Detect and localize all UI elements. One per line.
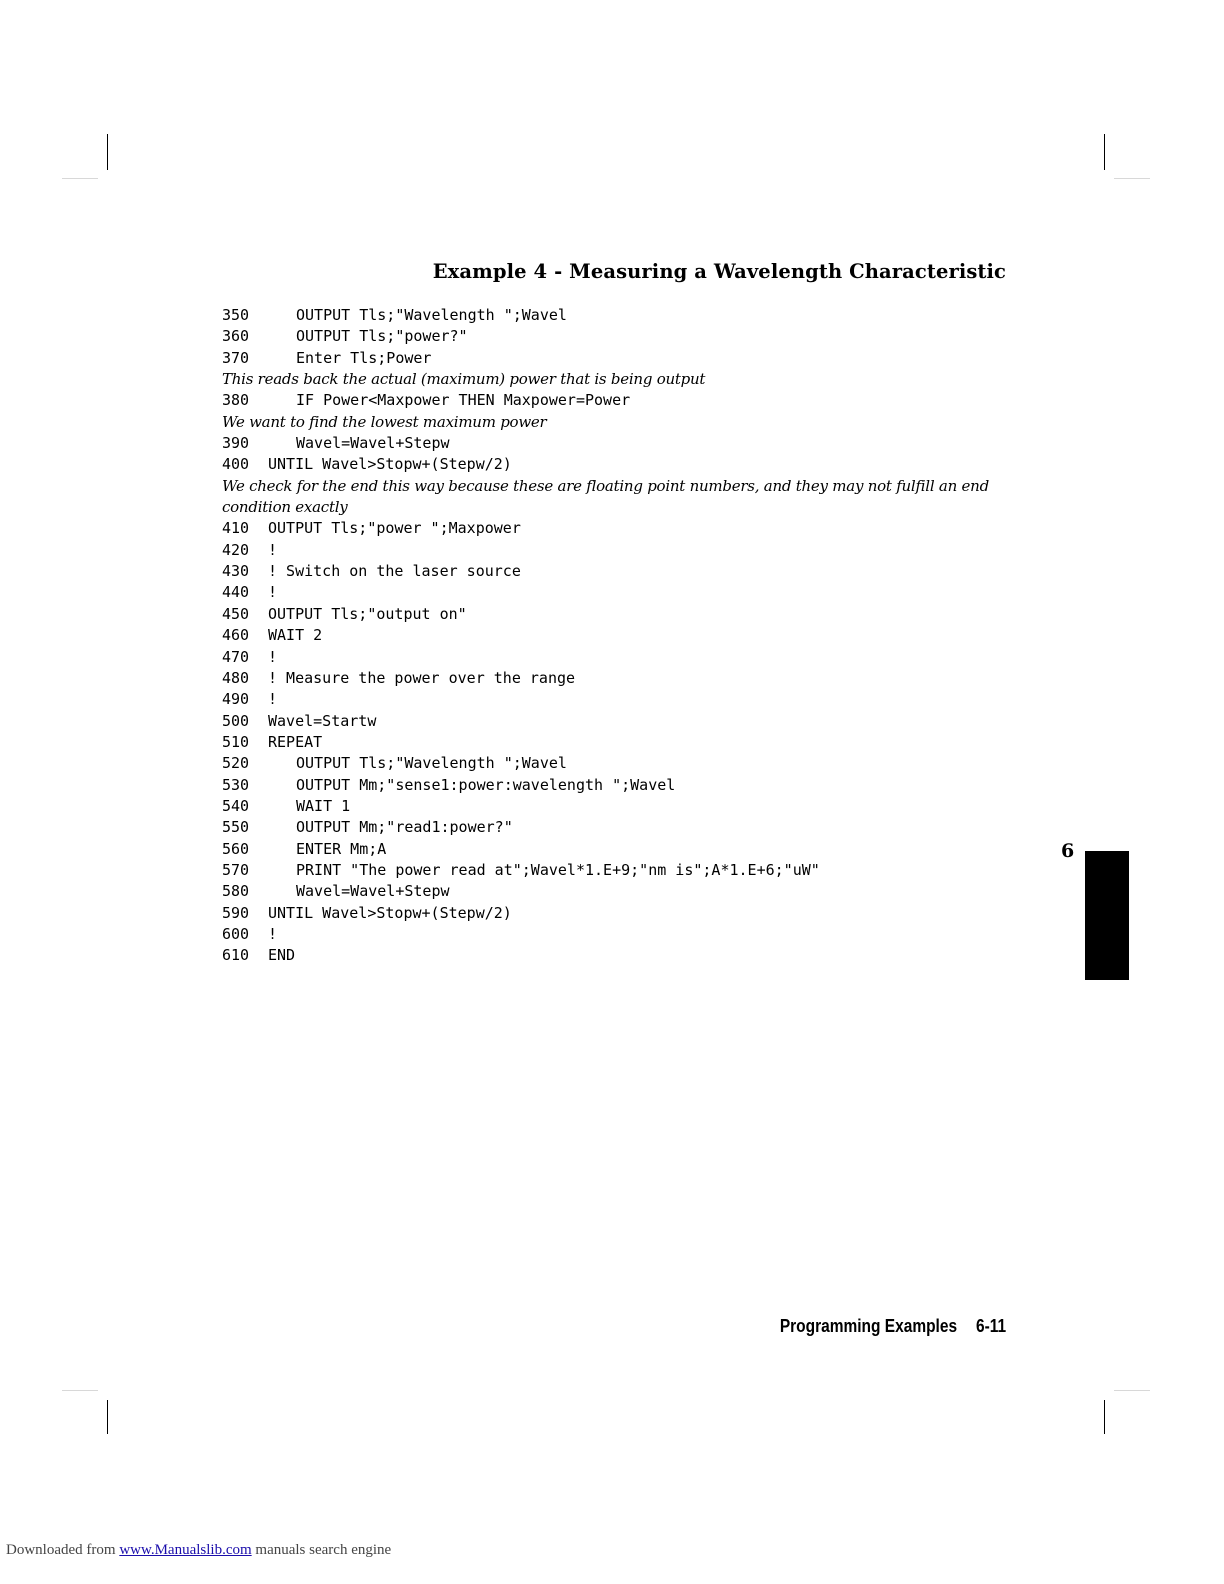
code-line — [222, 582, 1002, 603]
line-number: 420 — [222, 540, 250, 559]
code-text: OUTPUT Tls;"Wavelength ";Wavel — [296, 754, 567, 773]
footer-section-title: Programming Examples — [779, 1316, 957, 1336]
code-text: ! Measure the power over the range — [268, 668, 576, 687]
code-line — [222, 817, 1002, 838]
code-text: Wavel=Wavel+Stepw — [296, 434, 450, 453]
download-prefix: Downloaded from — [6, 1542, 116, 1558]
code-text: ! — [268, 924, 278, 943]
code-text: Enter Tls;Power — [296, 348, 432, 367]
code-line — [222, 796, 1002, 817]
crop-mark-top-left-h — [62, 178, 98, 179]
code-line — [222, 711, 1002, 732]
line-number: 470 — [222, 647, 250, 666]
line-number: 450 — [222, 604, 250, 623]
crop-mark-bottom-right-h — [1114, 1390, 1150, 1391]
line-number: 580 — [222, 882, 250, 901]
code-text: OUTPUT Tls;"output on" — [268, 604, 467, 623]
crop-mark-bottom-right — [1104, 1400, 1105, 1434]
line-number: 410 — [222, 519, 250, 538]
line-number: 510 — [222, 732, 250, 751]
code-text: OUTPUT Mm;"sense1:power:wavelength ";Wavel — [296, 775, 676, 794]
line-number: 350 — [222, 306, 250, 324]
code-line — [222, 518, 1002, 539]
code-line — [222, 860, 1002, 881]
code-line — [222, 604, 1002, 625]
line-number: 520 — [222, 754, 250, 773]
code-line — [222, 348, 1002, 369]
listing-comment: We check for the end this way because these are floating point numbers, and they may not fulfill an end condition exactly — [222, 476, 989, 517]
download-suffix: manuals search engine — [255, 1542, 392, 1558]
code-line — [222, 433, 1002, 454]
line-number: 380 — [222, 391, 250, 410]
code-text: ! — [268, 583, 278, 602]
code-line — [222, 732, 1002, 753]
code-text: OUTPUT Tls;"Wavelength ";Wavel — [296, 306, 567, 324]
code-line — [222, 390, 1002, 411]
code-text: UNTIL Wavel>Stopw+(Stepw/2) — [268, 455, 512, 474]
chapter-number: 6 — [1061, 840, 1075, 862]
line-number: 500 — [222, 711, 250, 730]
line-number: 370 — [222, 348, 250, 367]
line-number: 440 — [222, 583, 250, 602]
code-text: WAIT 1 — [296, 796, 351, 815]
code-text: ! — [268, 540, 278, 559]
manualslib-link[interactable]: www.Manualslib.com — [119, 1542, 252, 1558]
line-number: 600 — [222, 924, 250, 943]
line-number: 610 — [222, 946, 250, 965]
code-text: ! — [268, 647, 278, 666]
code-text: Wavel=Wavel+Stepw — [296, 882, 450, 901]
code-line — [222, 668, 1002, 689]
code-text: PRINT "The power read at";Wavel*1.E+9;"nm is";A*1.E+6;"uW" — [296, 860, 820, 879]
code-text: IF Power<Maxpower THEN Maxpower=Power — [296, 391, 631, 410]
code-line — [222, 924, 1002, 945]
program-listing — [222, 305, 1002, 967]
code-line — [222, 625, 1002, 646]
code-line — [222, 945, 1002, 966]
code-line — [222, 689, 1002, 710]
line-number: 590 — [222, 903, 250, 922]
code-text: UNTIL Wavel>Stopw+(Stepw/2) — [268, 903, 512, 922]
code-text: OUTPUT Tls;"power?" — [296, 327, 468, 346]
code-text: REPEAT — [268, 732, 323, 751]
crop-mark-top-left — [107, 134, 108, 170]
code-line — [222, 647, 1002, 668]
section-heading: Example 4 - Measuring a Wavelength Characteristic — [432, 260, 1006, 283]
code-text: ! Switch on the laser source — [268, 562, 521, 581]
line-number: 490 — [222, 690, 250, 709]
code-line — [222, 775, 1002, 796]
code-line — [222, 881, 1002, 902]
line-number: 560 — [222, 839, 250, 858]
line-number: 540 — [222, 796, 250, 815]
code-line — [222, 561, 1002, 582]
code-text: ! — [268, 690, 278, 709]
download-line — [6, 1542, 391, 1559]
code-text: END — [268, 946, 296, 965]
line-number: 430 — [222, 562, 250, 581]
listing-comment: We want to find the lowest maximum power — [222, 412, 547, 431]
code-text: OUTPUT Tls;"power ";Maxpower — [268, 519, 521, 538]
code-line — [222, 753, 1002, 774]
crop-mark-bottom-left-h — [62, 1390, 98, 1391]
code-line — [222, 839, 1002, 860]
code-line — [222, 540, 1002, 561]
line-number: 360 — [222, 327, 250, 346]
code-text: Wavel=Startw — [268, 711, 377, 730]
line-number: 460 — [222, 626, 250, 645]
line-number: 400 — [222, 455, 250, 474]
crop-mark-bottom-left — [107, 1400, 108, 1434]
page-number: 6-11 — [975, 1316, 1006, 1336]
code-text: ENTER Mm;A — [296, 839, 387, 858]
chapter-tab — [1085, 851, 1129, 980]
line-number: 550 — [222, 818, 250, 837]
code-line — [222, 326, 1002, 347]
crop-mark-top-right-h — [1114, 178, 1150, 179]
page-footer — [780, 1316, 1006, 1337]
code-line — [222, 903, 1002, 924]
line-number: 530 — [222, 775, 250, 794]
code-text: OUTPUT Mm;"read1:power?" — [296, 818, 513, 837]
listing-comment: This reads back the actual (maximum) power that is being output — [222, 370, 706, 389]
code-text: WAIT 2 — [268, 626, 323, 645]
line-number: 390 — [222, 434, 250, 453]
code-line — [222, 454, 1002, 475]
crop-mark-top-right — [1104, 134, 1105, 170]
line-number: 480 — [222, 668, 250, 687]
line-number: 570 — [222, 860, 250, 879]
code-line — [222, 305, 1002, 326]
